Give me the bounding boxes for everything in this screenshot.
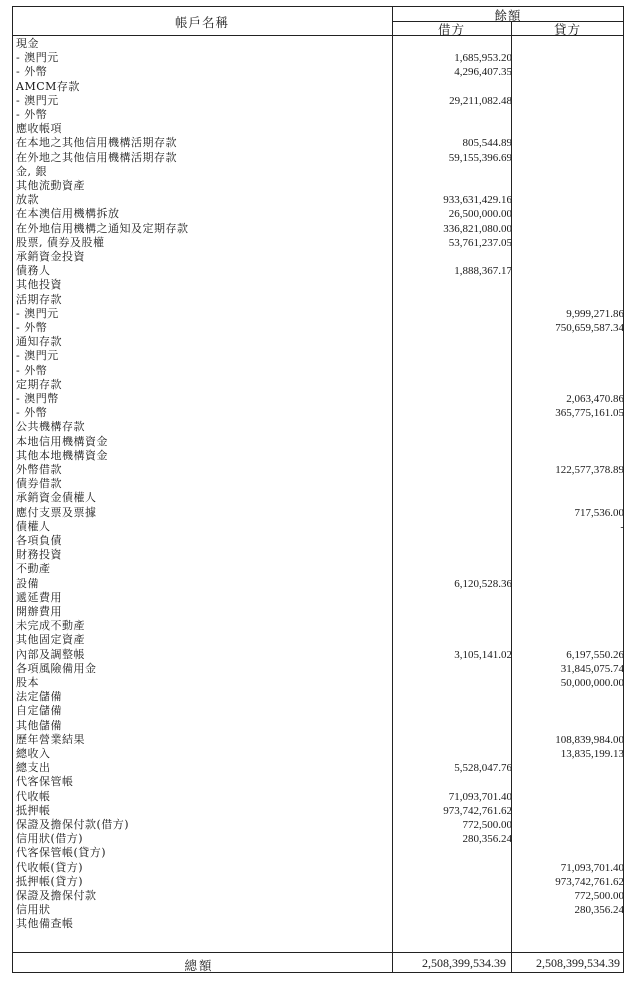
account-name: 債務人 xyxy=(16,264,51,278)
table-row xyxy=(12,861,624,875)
credit-value: 772,500.00 xyxy=(574,890,624,902)
account-name: 現金 xyxy=(16,37,39,50)
account-name: 代客保管帳 xyxy=(16,775,74,789)
account-name: 其他本地機構資金 xyxy=(16,448,108,462)
table-row xyxy=(12,264,624,278)
total-debit-value: 2,508,399,534.39 xyxy=(422,956,506,970)
account-name: 總收入 xyxy=(16,747,51,760)
table-row xyxy=(12,94,624,108)
debit-value: 6,120,528.36 xyxy=(454,577,512,590)
table-row xyxy=(12,364,624,378)
table-row xyxy=(12,151,624,165)
debit-value: 53,761,237.05 xyxy=(448,236,512,249)
table-row xyxy=(12,307,624,321)
table-row xyxy=(12,747,624,761)
credit-value: 750,659,587.34 xyxy=(555,322,624,334)
account-name: - 外幣 xyxy=(16,363,48,377)
account-name: - 外幣 xyxy=(16,108,48,121)
debit-value: 280,356.24 xyxy=(462,833,512,846)
debit-value: 1,888,367.17 xyxy=(454,265,512,278)
account-name: 保證及擔保付款(借方) xyxy=(16,818,130,831)
account-name: 保證及擔保付款 xyxy=(16,889,97,902)
debit-value: 4,296,407.35 xyxy=(454,66,512,79)
table-row xyxy=(12,122,624,136)
total-credit-value: 2,508,399,534.39 xyxy=(536,956,620,970)
debit-value: 772,500.00 xyxy=(462,819,512,831)
account-name: 在本地之其他信用機構活期存款 xyxy=(16,136,177,150)
table-row xyxy=(12,619,624,633)
account-name: 各項風險備用金 xyxy=(16,661,97,675)
table-row xyxy=(12,761,624,775)
account-name: 公共機構存款 xyxy=(16,420,85,434)
table-row xyxy=(12,321,624,335)
debit-value: 3,105,141.02 xyxy=(454,648,512,661)
account-name: - 澳門元 xyxy=(16,51,59,65)
debit-value: 805,544.89 xyxy=(462,137,512,150)
account-name: 定期存款 xyxy=(16,377,62,391)
account-name: 法定儲備 xyxy=(16,690,62,704)
credit-value: 973,742,761.62 xyxy=(555,875,624,888)
account-name: 本地信用機構資金 xyxy=(16,434,108,448)
table-row xyxy=(12,165,624,179)
account-name: 應收帳項 xyxy=(16,122,62,136)
debit-value: 26,500,000.00 xyxy=(448,208,512,221)
account-name: 信用狀(借方) xyxy=(16,832,84,846)
account-name: 在外地之其他信用機構活期存款 xyxy=(16,150,177,164)
debit-value: 71,093,701.40 xyxy=(448,790,512,803)
total-label: 總額 xyxy=(184,958,214,973)
table-row xyxy=(12,648,624,662)
table-row xyxy=(12,491,624,505)
account-name: - 外幣 xyxy=(16,321,48,334)
account-name: 其他固定資產 xyxy=(16,633,85,647)
table-row xyxy=(12,378,624,392)
total-top-border xyxy=(12,952,624,953)
account-name: 股票, 債券及股權 xyxy=(16,235,105,249)
credit-value: 365,775,161.05 xyxy=(555,407,624,420)
table-row xyxy=(12,704,624,718)
table-row xyxy=(12,875,624,889)
table-row xyxy=(12,846,624,860)
table-row xyxy=(12,80,624,94)
account-name: 放款 xyxy=(16,193,39,207)
table-row xyxy=(12,222,624,236)
credit-value: 6,197,550.26 xyxy=(566,648,624,661)
table-row xyxy=(12,562,624,576)
table-row xyxy=(12,633,624,647)
table-row xyxy=(12,591,624,605)
debit-value: 933,631,429.16 xyxy=(443,194,512,207)
account-name: 其他備查帳 xyxy=(16,917,74,931)
account-name: 抵押帳(貸方) xyxy=(16,874,84,888)
credit-value: - xyxy=(620,520,624,533)
credit-value: 31,845,075.74 xyxy=(560,662,624,675)
account-name: 遞延費用 xyxy=(16,590,62,604)
table-row xyxy=(12,548,624,562)
table-row xyxy=(12,406,624,420)
account-name: - 外幣 xyxy=(16,406,48,420)
table-row xyxy=(12,250,624,264)
debit-value: 29,211,082.48 xyxy=(449,94,512,107)
debit-value: 1,685,953.20 xyxy=(454,52,512,65)
account-name: 在本澳信用機構拆放 xyxy=(16,207,120,221)
account-name: 通知存款 xyxy=(16,335,62,349)
account-name: 其他投資 xyxy=(16,278,62,292)
table-row xyxy=(12,193,624,207)
header-debit: 借方 xyxy=(437,22,465,37)
table-row xyxy=(12,65,624,79)
account-name: 代收帳 xyxy=(16,789,51,803)
table-row xyxy=(12,733,624,747)
balance-sheet-table xyxy=(12,6,624,974)
table-row xyxy=(12,37,624,51)
header-account-name: 帳戶名稱 xyxy=(174,15,229,30)
account-name: 應付支票及票據 xyxy=(16,505,97,519)
table-row xyxy=(12,775,624,789)
credit-value: 280,356.24 xyxy=(574,904,624,917)
account-name: 金, 銀 xyxy=(16,164,47,178)
account-name: - 澳門元 xyxy=(16,349,59,363)
account-name: 開辦費用 xyxy=(16,605,62,618)
account-name: 債券借款 xyxy=(16,477,62,491)
account-name: 設備 xyxy=(16,576,39,590)
table-row xyxy=(12,236,624,250)
account-name: 各項負債 xyxy=(16,534,62,547)
credit-value: 108,839,984.00 xyxy=(555,733,624,746)
debit-value: 59,155,396.69 xyxy=(448,151,512,164)
account-name: 財務投資 xyxy=(16,548,62,562)
debit-value: 973,742,761.62 xyxy=(443,804,512,817)
credit-value: 9,999,271.86 xyxy=(566,307,624,320)
account-name: 不動產 xyxy=(16,562,51,576)
credit-value: 2,063,470.86 xyxy=(566,393,624,405)
table-row xyxy=(12,889,624,903)
debit-value: 5,528,047.76 xyxy=(454,762,512,775)
account-name: - 澳門幣 xyxy=(16,392,59,405)
table-row xyxy=(12,605,624,619)
table-row xyxy=(12,506,624,520)
table-row xyxy=(12,392,624,406)
account-name: 其他流動資產 xyxy=(16,179,85,192)
table-row xyxy=(12,676,624,690)
account-name: 承銷資金投資 xyxy=(16,250,85,263)
table-row xyxy=(12,449,624,463)
account-name: 未完成不動產 xyxy=(16,619,85,633)
account-name: 內部及調整帳 xyxy=(16,647,85,661)
table-row xyxy=(12,477,624,491)
account-name: 總支出 xyxy=(16,761,51,775)
account-name: 歷年營業結果 xyxy=(16,732,85,746)
table-row xyxy=(12,662,624,676)
account-name: 債權人 xyxy=(16,519,51,533)
credit-value: 50,000,000.00 xyxy=(560,677,624,689)
table-row xyxy=(12,349,624,363)
table-row xyxy=(12,108,624,122)
account-name: 自定儲備 xyxy=(16,704,62,718)
table-row xyxy=(12,335,624,349)
account-name: 外幣借款 xyxy=(16,463,62,476)
account-name: AMCM存款 xyxy=(16,79,80,93)
header-credit: 貸方 xyxy=(553,22,581,37)
table-row xyxy=(12,690,624,704)
credit-value: 717,536.00 xyxy=(574,506,624,519)
account-name: 信用狀 xyxy=(16,903,51,917)
table-row xyxy=(12,463,624,477)
debit-value: 336,821,080.00 xyxy=(443,222,512,235)
table-row xyxy=(12,903,624,917)
table-row xyxy=(12,136,624,150)
account-name: 股本 xyxy=(16,676,39,689)
account-name: - 外幣 xyxy=(16,65,48,79)
account-name: - 澳門元 xyxy=(16,306,59,320)
table-row xyxy=(12,278,624,292)
account-name: 代客保管帳(貸方) xyxy=(16,846,107,860)
table-row xyxy=(12,520,624,534)
table-row xyxy=(12,719,624,733)
table-row xyxy=(12,179,624,193)
table-row xyxy=(12,534,624,548)
table-row xyxy=(12,207,624,221)
table-row xyxy=(12,917,624,931)
table-row xyxy=(12,577,624,591)
table-row xyxy=(12,804,624,818)
account-name: - 澳門元 xyxy=(16,93,59,107)
table-row xyxy=(12,790,624,804)
credit-value: 122,577,378.89 xyxy=(555,464,624,476)
account-name: 其他儲備 xyxy=(16,718,62,732)
credit-value: 13,835,199.13 xyxy=(560,748,624,760)
account-name: 承銷資金債權人 xyxy=(16,491,97,505)
table-row xyxy=(12,435,624,449)
table-row xyxy=(12,51,624,65)
account-name: 在外地信用機構之通知及定期存款 xyxy=(16,221,189,235)
table-row xyxy=(12,832,624,846)
account-name: 代收帳(貸方) xyxy=(16,860,84,874)
header-balance: 餘額 xyxy=(494,8,522,23)
table-row xyxy=(12,420,624,434)
account-name: 抵押帳 xyxy=(16,803,51,817)
table-row xyxy=(12,293,624,307)
credit-value: 71,093,701.40 xyxy=(560,861,624,874)
account-name: 活期存款 xyxy=(16,292,62,306)
table-row xyxy=(12,818,624,832)
